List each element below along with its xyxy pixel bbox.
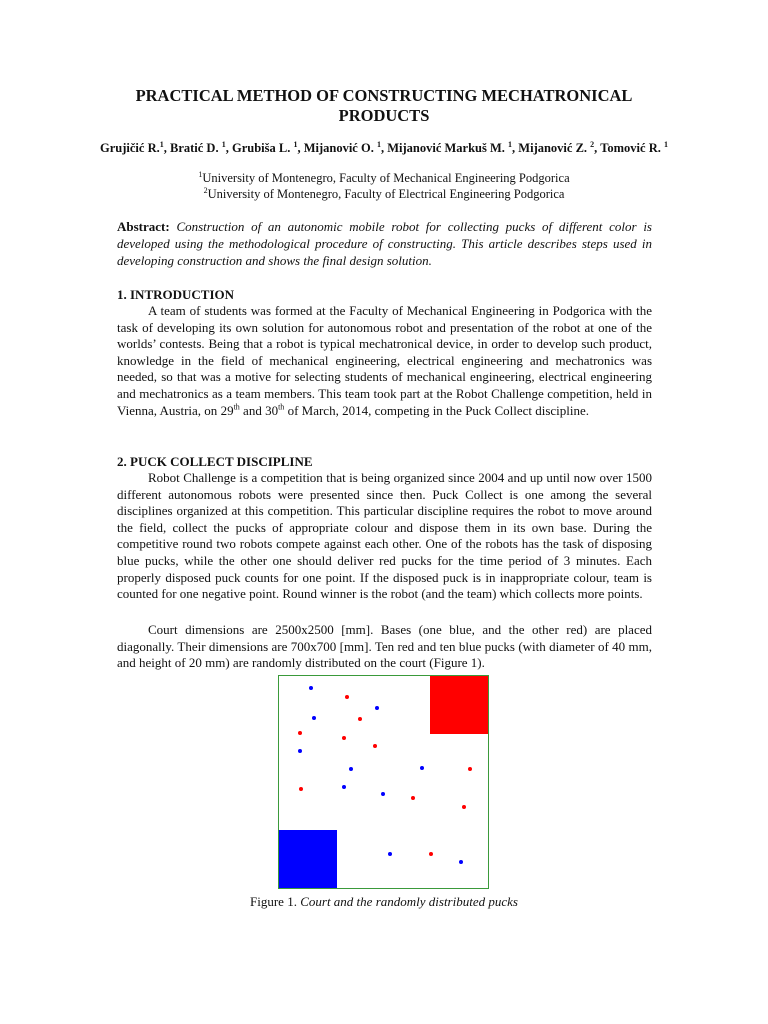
author-name: Mijanović Z.	[518, 141, 591, 155]
author-affiliation-mark: 1	[376, 139, 381, 149]
introduction-paragraph: A team of students was formed at the Faculty of Mechanical Engineering in Podgorica with the task of developing its own solution for autonomous robot and presentation of the robot at one of the worlds’ contests. Being that a robot is typical mechatronical device, in order to develop such product, knowledge in the field of mechanical engineering, electrical engineering and mechatronics was needed, so that was a motive for selecting students of mechanical engineering, electrical engineering and mechatronics as a team members. This team took part at the Robot Challenge competition, held in Vienna, Austria, on 29th and 30th of March, 2014, competing in the Puck Collect discipline.	[117, 303, 652, 418]
red-puck	[342, 736, 346, 740]
red-base	[430, 676, 488, 734]
figure-caption	[100, 894, 668, 910]
author-name: Tomović R.	[600, 141, 664, 155]
abstract-text: Construction of an autonomic mobile robot for collecting pucks of different color is developed using the methodological procedure of constructing. This article describes steps used in developing construction and shows the final design solution.	[117, 219, 652, 268]
author-affiliation-mark: 1	[293, 139, 298, 149]
blue-puck	[349, 767, 353, 771]
blue-puck	[298, 749, 302, 753]
author-affiliation-mark: 2	[590, 139, 595, 149]
puck-collect-paragraph-1: Robot Challenge is a competition that is being organized since 2004 and up until now over 1500 different autonomous robots were presented since then. Puck Collect is one among the several disciplines organized at this competition. This particular discipline requires the robot to move around the field, collect the pucks of appropriate colour and dispose them in its own base. During the competitive round two robots compete against each other. One of the robots has the task of disposing blue pucks, while the other one should deliver red pucks for the time period of 3 minutes. Each properly disposed puck counts for one point. If the disposed puck is in inappropriate colour, team is counted for one negative point. Round winner is the robot (and the team) which collects more points.	[117, 470, 652, 602]
author-name: Grujičić R.	[100, 141, 160, 155]
author-affiliation-mark: 1	[159, 139, 164, 149]
red-puck	[373, 744, 377, 748]
blue-puck	[459, 860, 463, 864]
author-name: Mijanović O.	[303, 141, 377, 155]
section-heading-puck-collect: 2. PUCK COLLECT DISCIPLINE	[117, 454, 313, 469]
figure-label: Figure 1.	[250, 894, 301, 909]
author-affiliation-mark: 1	[663, 139, 668, 149]
affiliation-2: $^2$University of Montenegro, Faculty of Electrical Engineering Podgorica	[203, 185, 565, 201]
blue-puck	[381, 792, 385, 796]
red-puck	[462, 805, 466, 809]
red-puck	[299, 787, 303, 791]
court-figure	[278, 675, 489, 889]
red-puck	[411, 796, 415, 800]
red-puck	[345, 695, 349, 699]
blue-puck	[309, 686, 313, 690]
author-name: Mijanović Markuš M.	[387, 141, 509, 155]
blue-puck	[420, 766, 424, 770]
abstract-label: Abstract:	[117, 219, 170, 234]
red-puck	[298, 731, 302, 735]
blue-base	[279, 830, 337, 888]
author-name: Bratić D.	[169, 141, 222, 155]
author-affiliation-mark: 1	[221, 139, 226, 149]
blue-puck	[312, 716, 316, 720]
affiliation-1: $^1$University of Montenegro, Faculty of Mechanical Engineering Podgorica	[198, 169, 570, 185]
author-affiliation-mark: 1	[508, 139, 513, 149]
blue-puck	[342, 785, 346, 789]
red-puck	[468, 767, 472, 771]
red-puck	[358, 717, 362, 721]
red-puck	[429, 852, 433, 856]
affiliation-list	[100, 170, 668, 202]
section-heading-introduction: 1. INTRODUCTION	[117, 287, 235, 302]
author-list: Grujičić R.$^1$, Bratić D. $^1$, Grubiša L. $^1$, Mijanović O. $^1$, Mijanović Markuš M. $^1$, Mijanović Z. $^2$, Tomović R. $^1$	[100, 139, 668, 155]
figure-caption-text: Court and the randomly distributed pucks	[300, 894, 518, 909]
blue-puck	[388, 852, 392, 856]
blue-puck	[375, 706, 379, 710]
paper-title: PRACTICAL METHOD OF CONSTRUCTING MECHATRONICAL PRODUCTS	[135, 86, 633, 125]
abstract	[117, 218, 652, 269]
author-name: Grubiša L.	[231, 141, 294, 155]
puck-collect-paragraph-2: Court dimensions are 2500x2500 [mm]. Bases (one blue, and the other red) are placed diagonally. Their dimensions are 700x700 [mm]. Ten red and ten blue pucks (with diameter of 40 mm, and height of 20 mm) are randomly distributed on the court (Figure 1).	[117, 622, 652, 671]
